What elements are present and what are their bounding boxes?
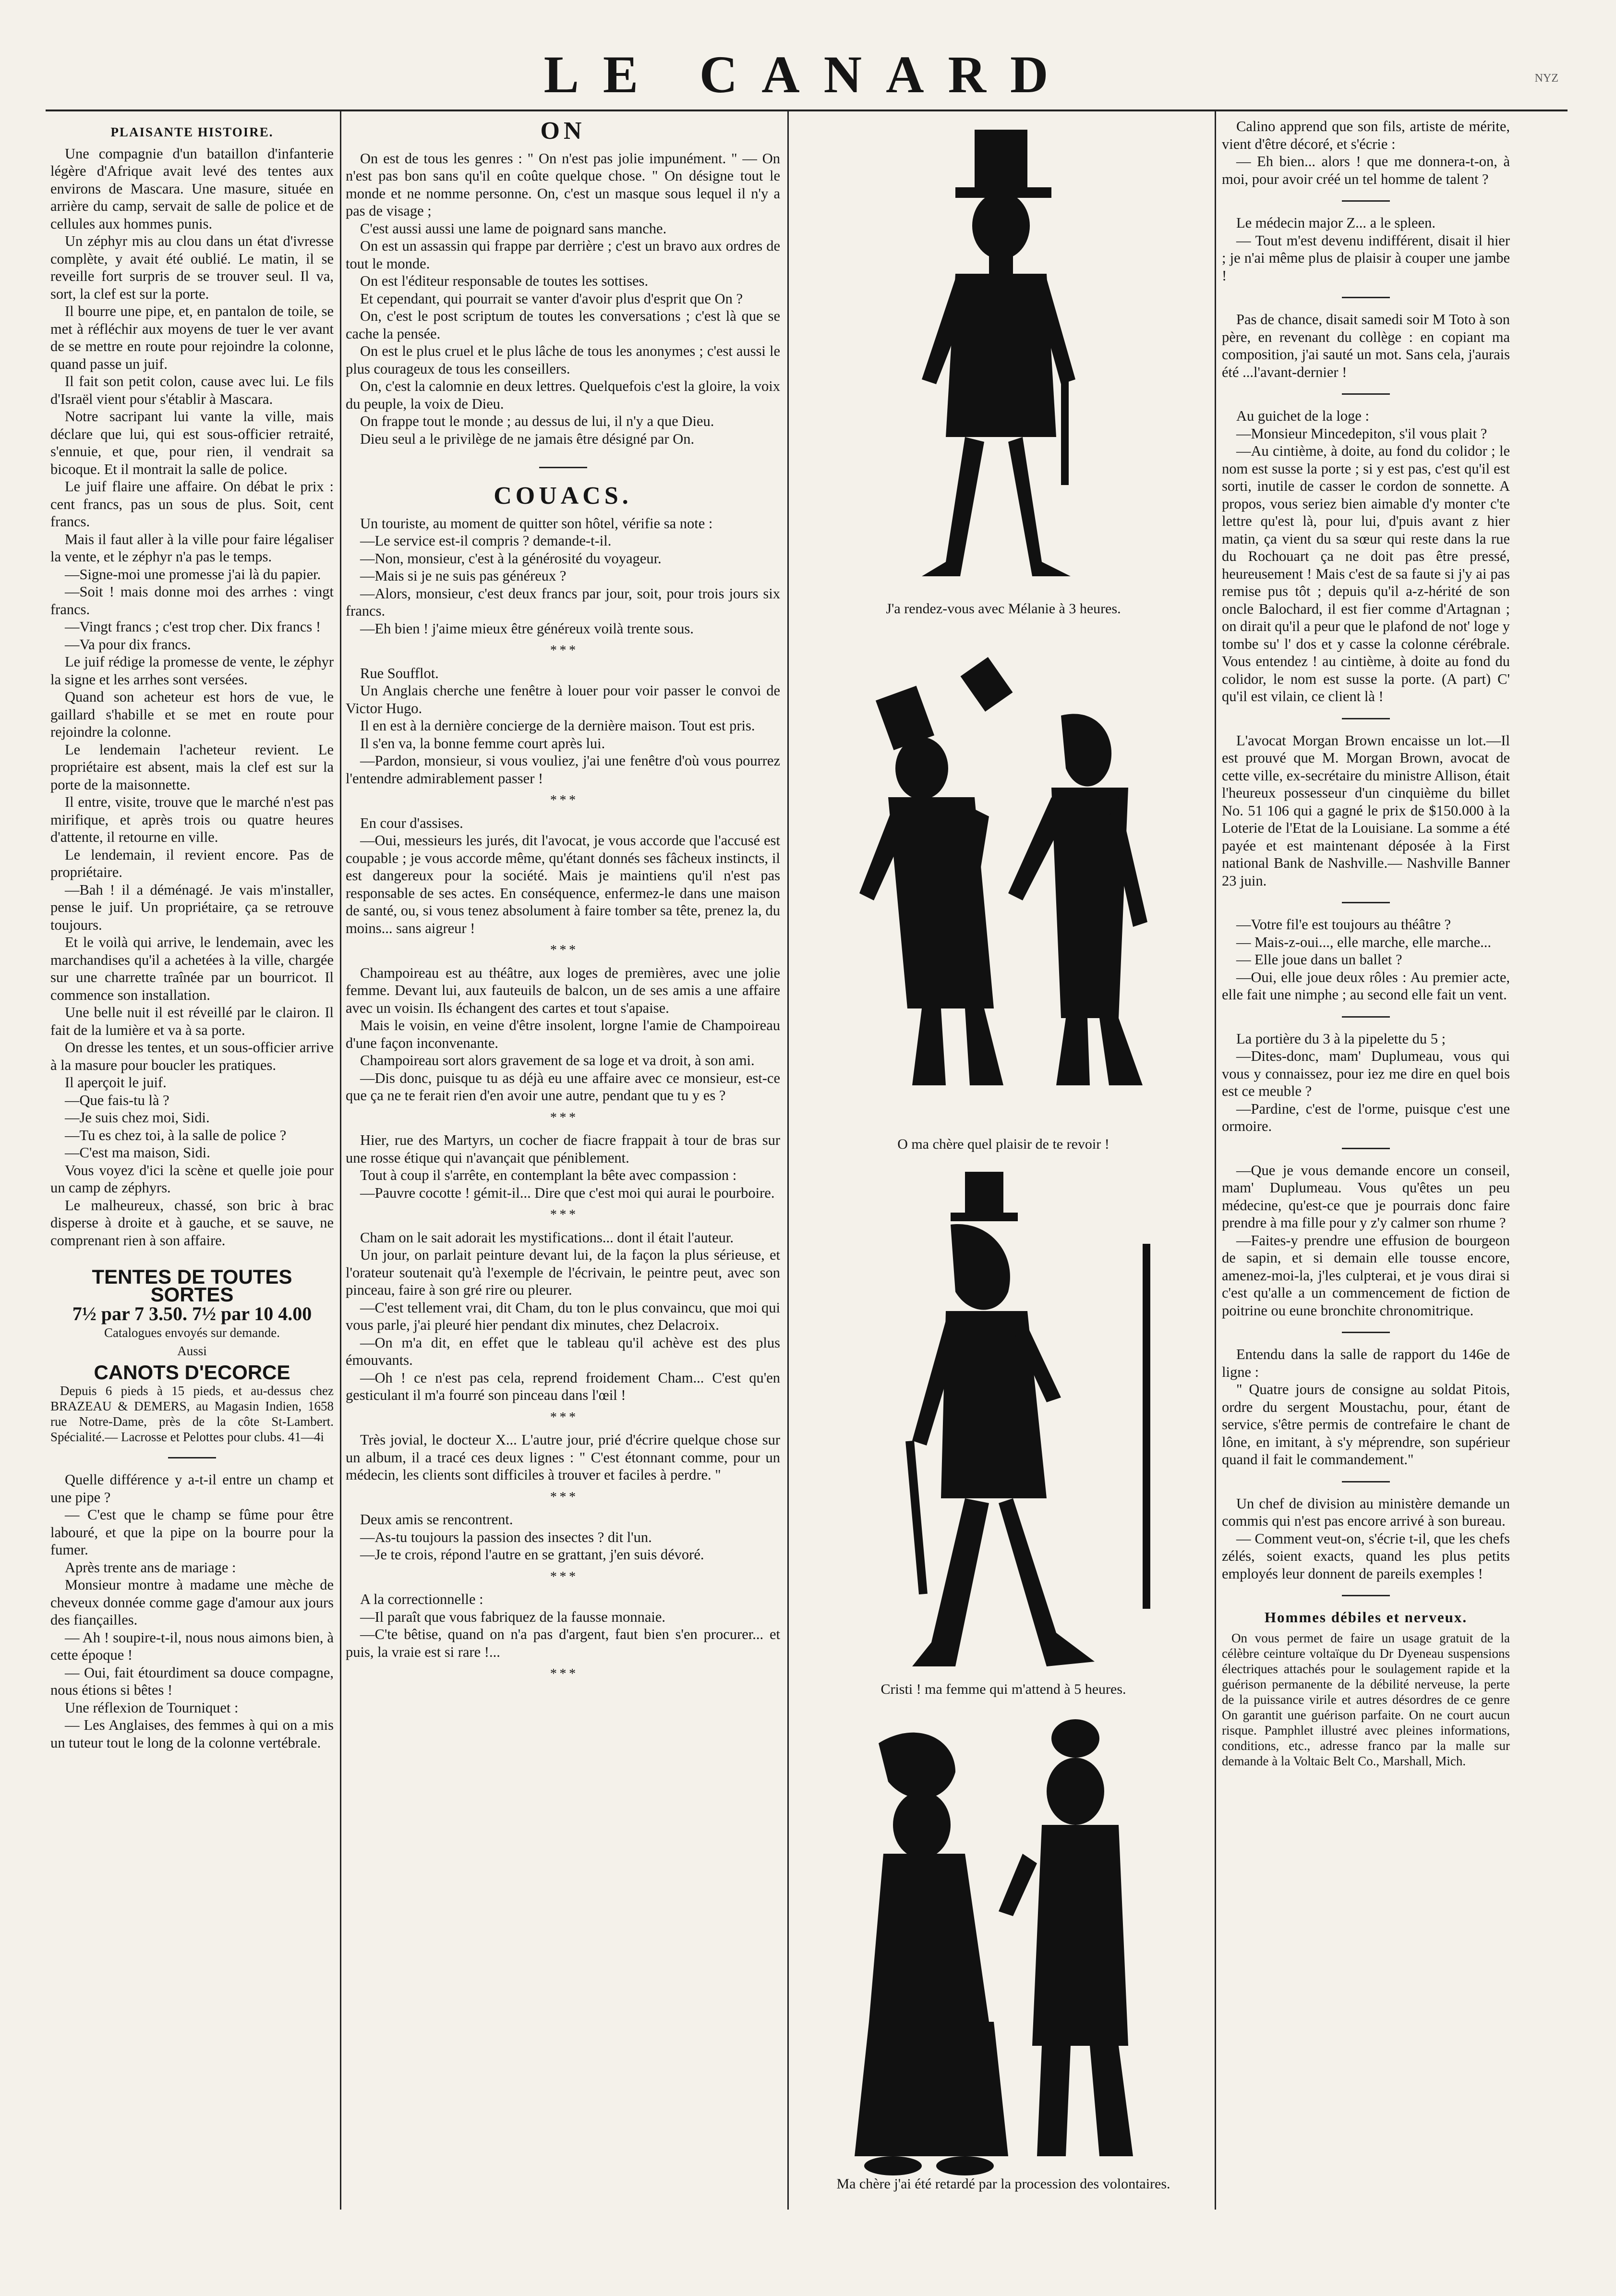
asterism: * * * (550, 1409, 576, 1425)
paragraph: Un zéphyr mis au clou dans un état d'ivresse complète, y avait été oublié. Le matin, il se reveille fort surpris de se trouver seul. Il va, sort, la clef est sur la porte. (50, 233, 334, 302)
asterism: * * * (550, 1569, 576, 1584)
separator (1342, 1595, 1390, 1596)
paragraph: Champoireau est au théâtre, aux loges de premières, avec une jolie femme. Devant lui, aux fauteuils de balcon, un de ses amis a une affaire avec un voisin. Ils échangent des cartes et tout s'apaise. (346, 964, 780, 1016)
paragraph: Quand son acheteur est hors de vue, le gaillard s'habille et se met en route pour rejoindre la colonne. (50, 689, 334, 740)
paragraph: Pas de chance, disait samedi soir M Toto à son père, en revenant du collège : en copiant ma composition, j'ai sauté un mot. Sans cela, j'aurais été ...l'avant-dernier ! (1222, 311, 1510, 380)
paragraph: Le lendemain l'acheteur revient. Le propriétaire est absent, mais la clef est sur la porte de la maisonnette. (50, 741, 334, 793)
paragraph: —Bah ! il a déménagé. Je vais m'installer, pense le juif. Un propriétaire, ça se retrouve toujours. (50, 881, 334, 933)
paragraph: Dieu seul a le privilège de ne jamais être désigné par On. (360, 430, 695, 447)
paragraph: Le lendemain, il revient encore. Pas de propriétaire. (50, 846, 334, 880)
paragraph: On est de tous les genres : " On n'est pas jolie impunément. " — On n'est pas bon sans qu'il en coûte quelque chose. " On désigne tout le monde et ne nomme personne. On, c'est un masque sous lequel il n'y a pas de visage ; (346, 150, 780, 219)
paragraph: Calino apprend que son fils, artiste de mérite, vient d'être décoré, et s'écrie : (1222, 118, 1510, 152)
column-1 (50, 118, 334, 2231)
paragraph: — Eh bien... alors ! que me donnera-t-on, à moi, pour avoir créé un tel homme de talent ? (1222, 153, 1510, 187)
paragraph: C'est aussi aussi une lame de poignard sans manche. (360, 220, 667, 237)
paragraph: Un chef de division au ministère demande un commis qui n'est pas encore arrivé à son bureau. (1222, 1495, 1510, 1529)
separator (168, 1457, 216, 1458)
paragraph: On est le plus cruel et le plus lâche de tous les anonymes ; c'est aussi le plus courageux de tous les conseillers. (346, 343, 780, 377)
paragraph: Monsieur montre à madame une mèche de cheveux donnée comme gage d'amour aux jours des fiançailles. (50, 1577, 334, 1628)
story-body (50, 145, 334, 1250)
paragraph: —Signe-moi une promesse j'ai là du papier. (65, 566, 321, 583)
separator (1342, 200, 1390, 202)
paragraph: Vous voyez d'ici la scène et quelle joie pour un camp de zéphyrs. (50, 1162, 334, 1196)
paragraph: — C'est que le champ se fûme pour être labouré, et que la pipe on la bourre pour la fumer. (50, 1506, 334, 1558)
paragraph: Au guichet de la loge : (1236, 408, 1369, 424)
paragraph: La portière du 3 à la pipelette du 5 ; (1236, 1030, 1446, 1047)
paragraph: Le juif rédige la promesse de vente, le zéphyr la signe et les arrhes sont versées. (50, 654, 334, 688)
asterism: * * * (550, 1666, 576, 1681)
paragraph: —Non, monsieur, c'est à la générosité du voyageur. (360, 550, 662, 567)
paragraph: — Elle joue dans un ballet ? (1236, 951, 1402, 968)
paragraph: Un touriste, au moment de quitter son hôtel, vérifie sa note : (360, 515, 713, 532)
paragraph: Et cependant, qui pourrait se vanter d'avoir plus d'esprit que On ? (360, 290, 743, 307)
paragraph: Deux amis se rencontrent. (360, 1511, 513, 1528)
couacs-body (346, 515, 780, 1683)
paragraph: —Pardine, c'est de l'orme, puisque c'est une ormoire. (1222, 1100, 1510, 1134)
paragraph: —Vingt francs ; c'est trop cher. Dix francs ! (65, 619, 321, 635)
story-heading: PLAISANTE HISTOIRE. (110, 125, 274, 139)
illustration-couple-greeting (850, 624, 1176, 1095)
caption-2: O ma chère quel plaisir de te revoir ! (897, 1136, 1109, 1152)
paragraph: Rue Soufflot. (360, 665, 439, 681)
paragraph: — Ah ! soupire-t-il, nous nous aimons bien, à cette époque ! (50, 1629, 334, 1663)
separator (1342, 1332, 1390, 1333)
illustration-man-hurrying (903, 1172, 1171, 1681)
on-heading: ON (540, 118, 586, 145)
paragraph: —Pauvre cocotte ! gémit-il... Dire que c'est moi qui aurai le pourboire. (360, 1184, 775, 1201)
separator (1342, 1148, 1390, 1149)
paragraph: — Oui, fait étourdiment sa douce compagne, nous étions si bêtes ! (50, 1664, 334, 1698)
paragraph: On frappe tout le monde ; au dessus de lui, il n'y a que Dieu. (360, 413, 714, 429)
masthead-corner: NYZ (1534, 72, 1558, 85)
ad-aussi: Aussi (177, 1344, 207, 1358)
paragraph: Il aperçoit le juif. (65, 1074, 167, 1091)
paragraph: On est un assassin qui frappe par derrière ; c'est un bravo aux ordres de tout le monde. (346, 238, 780, 272)
caption-1: J'a rendez-vous avec Mélanie à 3 heures. (886, 601, 1121, 617)
paragraph: On est l'éditeur responsable de toutes les sottises. (360, 273, 649, 289)
paragraph: —Va pour dix francs. (65, 636, 191, 653)
column-rule-2 (787, 111, 789, 2210)
paragraph: —On m'a dit, en effet que le tableau qu'il achève est des plus émouvants. (346, 1334, 780, 1368)
ad-heading: Hommes débiles et nerveux. (1264, 1609, 1468, 1626)
top-rule (46, 109, 1568, 111)
paragraph: —Oh ! ce n'est pas cela, reprend froidement Cham... C'est qu'en gesticulant il m'a fourré son pinceau dans l'œil ! (346, 1369, 780, 1403)
ad-tentes-prices: 7½ par 7 3.50. 7½ par 10 4.00 (72, 1303, 312, 1324)
paragraph: Il entre, visite, trouve que le marché n'est pas mirifique, et après trois ou quatre heures d'attente, il retourne en ville. (50, 794, 334, 845)
paragraph: —Que je vous demande encore un conseil, mam' Duplumeau. Vous qu'êtes un peu médecine, qu'est-ce que je pourrais donc faire prendre à ma fille pour y z'y calmer son rhume ? (1222, 1162, 1510, 1231)
paragraph: — Mais-z-oui..., elle marche, elle marche... (1236, 934, 1491, 950)
paragraph: —Dis donc, puisque tu as déjà eu une affaire avec ce monsieur, est-ce que ça ne te ferait rien d'en avoir une autre, pendant que tu y es ? (346, 1069, 780, 1104)
paragraph: —Faites-y prendre une effusion de bourgeon de sapin, et si demain elle tousse encore, amenez-moi-la, j'les culpterai, et je vous dirai si c'est qu'alle a un commencement de fiction de poitrine ou eune bronchite chronomitrique. (1222, 1232, 1510, 1319)
paragraph: Un Anglais cherche une fenêtre à louer pour voir passer le convoi de Victor Hugo. (346, 682, 780, 717)
paragraph: — Comment veut-on, s'écrie t-il, que les chefs zélés, soient exacts, quand les plus petits employés leur donnent de pareils exemples ! (1222, 1530, 1510, 1582)
paragraph: Et le voilà qui arrive, le lendemain, avec les marchandises qu'il a achetées à la ville, chargée sur une charrette traînée par un bourricot. Il commence son installation. (50, 934, 334, 1003)
paragraph: —Oui, messieurs les jurés, dit l'avocat, je vous accorde que l'accusé est coupable ; je vous accorde même, qu'étant donnés ses fâcheux instincts, il est dangereux pour la société. Mais je maintiens qu'il n'est pas responsable de ses actes. En conséquence, enfermez-le dans une maison de santé, ou, si vous tenez absolument à faire tomber sa tête, prenez la, du moins... sans aigreur ! (346, 832, 780, 936)
paragraph: Il en est à la dernière concierge de la dernière maison. Tout est pris. (360, 717, 755, 734)
paragraph: Une belle nuit il est réveillé par le clairon. Il fait de la lumière et va à sa porte. (50, 1004, 334, 1038)
paragraph: Il fait son petit colon, cause avec lui. Le fils d'Israël vient pour s'établir à Mascara. (50, 373, 334, 407)
column-rule-3 (1215, 111, 1216, 2210)
caption-4: Ma chère j'ai été retardé par la procession des volontaires. (836, 2176, 1170, 2192)
paragraph: —Pardon, monsieur, si vous vouliez, j'ai une fenêtre d'où vous pourrez l'entendre admirablement passer ! (346, 753, 780, 787)
paragraph: Champoireau sort alors gravement de sa loge et va droit, à son ami. (360, 1052, 755, 1069)
separator (1342, 1481, 1390, 1482)
paragraph: On, c'est le post scriptum de toutes les conversations ; c'est là que se cache la pensée. (346, 308, 780, 342)
column-4 (1222, 118, 1510, 2231)
paragraph: — Tout m'est devenu indifférent, disait il hier ; je n'ai même plus de plaisir à couper une jambe ! (1222, 232, 1510, 284)
paragraph: Très jovial, le docteur X... L'autre jour, prié d'écrire quelque chose sur un album, il a tracé ces deux lignes : " C'est étonnant comme, pour un médecin, les clients sont difficiles à trouver et faciles à perdre. " (346, 1432, 780, 1483)
paragraph: " Quatre jours de consigne au soldat Pitois, ordre du sergent Moustachu, pour, étant de service, s'être permis de contrefaire le chant de lône, en imitant, à s'y méprendre, son supérieur quand il fait le commandement." (1222, 1381, 1510, 1468)
separator (1342, 1016, 1390, 1018)
paragraph: Après trente ans de mariage : (65, 1559, 236, 1576)
paragraph: L'avocat Morgan Brown encaisse un lot.—Il est prouvé que M. Morgan Brown, avocat de cette ville, ex-secrétaire du ministre Allison, était l'heureux possesseur d'un cinquième du billet No. 51 106 qui a gagné le prix de $150.000 à la Loterie de l'Etat de la Louisiane. La somme a été payée et est maintenant déposée à la First national Bank de Nashville.— Nashville Banner 23 juin. (1222, 732, 1510, 889)
paragraph: —C'est ma maison, Sidi. (65, 1144, 210, 1161)
separator (1342, 902, 1390, 903)
illustration-man-top-hat (903, 130, 1104, 586)
paragraph: Une compagnie d'un bataillon d'infanterie légère d'Afrique avait levé des tentes aux environs de Mascara. Une masure, située en arrière du camp, servait de salle de police et de cellules aux hommes punis. (50, 145, 334, 232)
masthead: LE CANARD (543, 45, 1073, 104)
paragraph: Hier, rue des Martyrs, un cocher de fiacre frappait à tour de bras sur une rosse étique qui n'avançait que péniblement. (346, 1132, 780, 1166)
paragraph: —Que fais-tu là ? (65, 1092, 169, 1108)
paragraph: On, c'est la calomnie en deux lettres. Quelquefois c'est la gloire, la voix du peuple, la voix de Dieu. (346, 378, 780, 412)
asterism: * * * (550, 643, 576, 658)
paragraph: —Monsieur Mincedepiton, s'il vous plait ? (1236, 425, 1487, 442)
asterism: * * * (550, 943, 576, 958)
column-4-body (1222, 118, 1510, 1596)
jokes-body (50, 1471, 334, 1751)
asterism: * * * (550, 1110, 576, 1125)
paragraph: A la correctionnelle : (360, 1591, 483, 1607)
ad-canots-title: CANOTS D'ECORCE (94, 1361, 290, 1384)
caption-3: Cristi ! ma femme qui m'attend à 5 heures. (880, 1681, 1126, 1697)
paragraph: Il s'en va, la bonne femme court après lui. (360, 735, 605, 752)
paragraph: On dresse les tentes, et un sous-officier arrive à la masure pour boucler les pratiques. (50, 1039, 334, 1073)
paragraph: Un jour, on parlait peinture devant lui, de la façon la plus sérieuse, et l'orateur soutenait qu'à l'exemple de l'écrivain, le peintre peut, avec son pinceau, faire à son gré rire ou pleurer. (346, 1247, 780, 1298)
asterism: * * * (550, 1207, 576, 1222)
paragraph: —Alors, monsieur, c'est deux francs par jour, soit, pour trois jours six francs. (346, 585, 780, 619)
ad-canots-text: Depuis 6 pieds à 15 pieds, et au-dessus chez BRAZEAU & DEMERS, au Magasin Indien, 1658 rue Notre-Dame, près de la côte St-Lambert. Spécialité.— Lacrosse et Pelottes pour clubs. 41—4i (50, 1384, 334, 1444)
paragraph: —Eh bien ! j'aime mieux être généreux voilà trente sous. (360, 620, 694, 637)
paragraph: —Je te crois, répond l'autre en se grattant, j'en suis dévoré. (360, 1546, 704, 1563)
paragraph: —Tu es chez toi, à la salle de police ? (65, 1127, 287, 1143)
couacs-heading: COUACS. (494, 482, 632, 510)
paragraph: —Soit ! mais donne moi des arrhes : vingt francs. (50, 583, 334, 618)
paragraph: Tout à coup il s'arrête, en contemplant la bête avec compassion : (360, 1167, 737, 1183)
paragraph: En cour d'assises. (360, 814, 463, 831)
paragraph: Le malheureux, chassé, son bric à brac disperse à droite et à gauche, et se sauve, ne comprenant rien à son affaire. (50, 1197, 334, 1249)
paragraph: —Je suis chez moi, Sidi. (65, 1109, 210, 1126)
paragraph: Le juif flaire une affaire. On débat le prix : cent francs, pas un sous de plus. Soit, cent francs. (50, 478, 334, 530)
separator (539, 467, 587, 468)
paragraph: —Au cintième, à doite, au fond du colidor ; le nom est susse la porte ; si y est pas, c'est qu'il est sorti, inutile de casser le cordon de sonnette. A propos, vous seriez bien aimable d'y monter c'te lettre qu'est là, pour lui, d'puis avant z hier matin, ça vient du sa sœur qui reste dans la rue du Rochouart ça ne doit pas être pressé, heureusement ! Mais c'est de sa faute si j'y ai pas remise pus tôt ; depuis qu'il a-z-hérité de son oncle Balochard, il est fier comme d'Artagnan ; on dirait qu'il a peur que le plafond de not' loge y tombe su' l' dos et y casse la colonne cérébrale. Vous entendez ! au cintième, à doite au fond du colidor, le nom est susse la porte. (A part) C' qu'il est vilain, ce client là ! (1222, 443, 1510, 705)
paragraph: Mais il faut aller à la ville pour faire légaliser la vente, et le zéphyr n'a pas le temps. (50, 531, 334, 565)
paragraph: —Le service est-il compris ? demande-t-il. (360, 533, 612, 549)
paragraph: Quelle différence y a-t-il entre un champ et une pipe ? (50, 1471, 334, 1506)
paragraph: Il bourre une pipe, et, en pantalon de toile, se met à réfléchir aux moyens de tuer le ver avant de se mettre en route pour rejoindre la colonne, quand passe un juif. (50, 303, 334, 372)
ad-tentes-note: Catalogues envoyés sur demande. (104, 1325, 280, 1340)
separator (1342, 393, 1390, 395)
paragraph: Le médecin major Z... a le spleen. (1236, 215, 1435, 231)
on-body (346, 150, 780, 448)
paragraph: —As-tu toujours la passion des insectes ? dit l'un. (360, 1529, 652, 1545)
asterism: * * * (550, 793, 576, 808)
paragraph: —Votre fil'e est toujours au théâtre ? (1236, 916, 1451, 933)
ad-text: On vous permet de faire un usage gratuit de la célèbre ceinture voltaïque du Dr Dyeneau suspensions électriques attachés pour le soulagement rapide et la guérison permanente de la débilité nerveuse, la perte de la puissance virile et autres désordres de ce genre On garantit une guérison parfaite. On ne court aucun risque. Pamphlet illustré avec pleines informations, conditions, etc., adresse franco par la malle sur demande à la Voltaic Belt Co., Marshall, Mich. (1222, 1630, 1510, 1768)
paragraph: —Oui, elle joue deux rôles : Au premier acte, elle fait une nimphe ; au second elle fait un vent. (1222, 969, 1510, 1003)
paragraph: Notre sacripant lui vante la ville, mais déclare que lui, qui est sous-officier retraité, s'ennuie, et que, pour rien, il vendrait sa bicoque. Et il montrait la salle de police. (50, 408, 334, 477)
illustration-woman-and-man (850, 1710, 1147, 2185)
ad-tentes-title: TENTES DE TOUTES SORTES (92, 1265, 292, 1306)
column-2 (346, 118, 780, 2231)
paragraph: Mais le voisin, en veine d'être insolent, lorgne l'amie de Champoireau d'une façon inconvenante. (346, 1017, 780, 1051)
paragraph: — Les Anglaises, des femmes à qui on a mis un tuteur tout le long de la colonne vertébrale. (50, 1717, 334, 1751)
separator (1342, 718, 1390, 719)
paragraph: —C'est tellement vrai, dit Cham, du ton le plus convaincu, que moi qui vous parle, j'ai pleuré hier pendant dix minutes, chez Delacroix. (346, 1299, 780, 1333)
paragraph: Cham on le sait adorait les mystifications... dont il était l'auteur. (360, 1229, 734, 1246)
paragraph: —Il paraît que vous fabriquez de la fausse monnaie. (360, 1608, 666, 1625)
asterism: * * * (550, 1489, 576, 1505)
paragraph: Entendu dans la salle de rapport du 146e de ligne : (1222, 1346, 1510, 1380)
paragraph: —C'te bêtise, quand on n'a pas d'argent, faut bien s'en procurer... et puis, la vraie est si rare !... (346, 1626, 780, 1660)
paragraph: Une réflexion de Tourniquet : (65, 1699, 239, 1716)
paragraph: —Mais si je ne suis pas généreux ? (360, 568, 567, 584)
column-rule-1 (340, 111, 341, 2210)
separator (1342, 297, 1390, 298)
paragraph: —Dites-donc, mam' Duplumeau, vous qui vous y connaissez, pour iez me dire en quel bois est ce meuble ? (1222, 1048, 1510, 1099)
